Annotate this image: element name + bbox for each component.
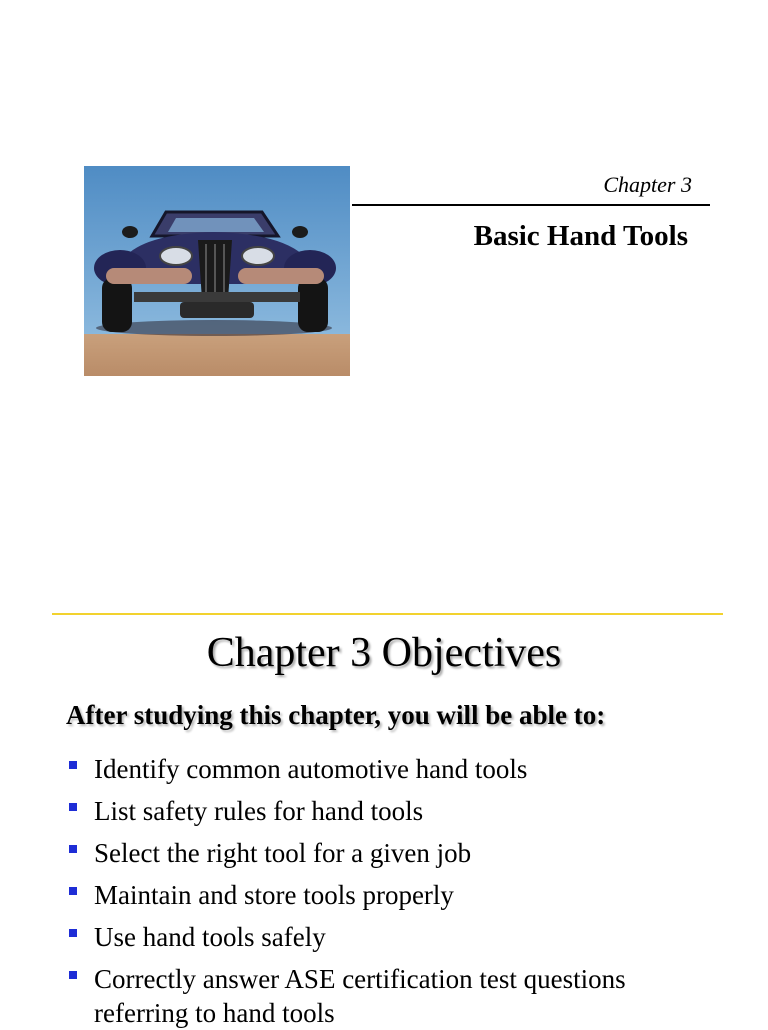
roadster-car-icon	[84, 166, 350, 376]
car-photo	[84, 166, 350, 376]
list-item	[66, 958, 726, 1030]
list-item-text: Select the right tool for a given job	[94, 838, 472, 868]
list-item	[66, 748, 726, 790]
list-item	[66, 916, 726, 958]
bullet-square-icon	[69, 929, 77, 937]
objectives-list	[66, 748, 726, 1030]
bullet-square-icon	[69, 761, 77, 769]
list-item	[66, 874, 726, 916]
objectives-heading: Chapter 3 Objectives	[206, 630, 562, 676]
list-item-text: List safety rules for hand tools	[94, 796, 424, 826]
list-item	[66, 790, 726, 832]
bullet-square-icon	[69, 803, 77, 811]
bullet-square-icon	[69, 971, 77, 979]
objectives-intro: After studying this chapter, you will be able to:	[66, 700, 606, 730]
slide-title: Basic Hand Tools	[473, 220, 688, 252]
list-item-text: Correctly answer ASE certification test questions referring to hand tools	[94, 964, 626, 1028]
slide-divider	[52, 613, 723, 615]
list-item-text: Identify common automotive hand tools	[94, 754, 528, 784]
list-item-text: Use hand tools safely	[94, 922, 326, 952]
list-item-text: Maintain and store tools properly	[94, 880, 454, 910]
bullet-square-icon	[69, 845, 77, 853]
list-item	[66, 832, 726, 874]
chapter-label: Chapter 3	[603, 172, 692, 197]
title-rule	[352, 204, 710, 206]
bullet-square-icon	[69, 887, 77, 895]
